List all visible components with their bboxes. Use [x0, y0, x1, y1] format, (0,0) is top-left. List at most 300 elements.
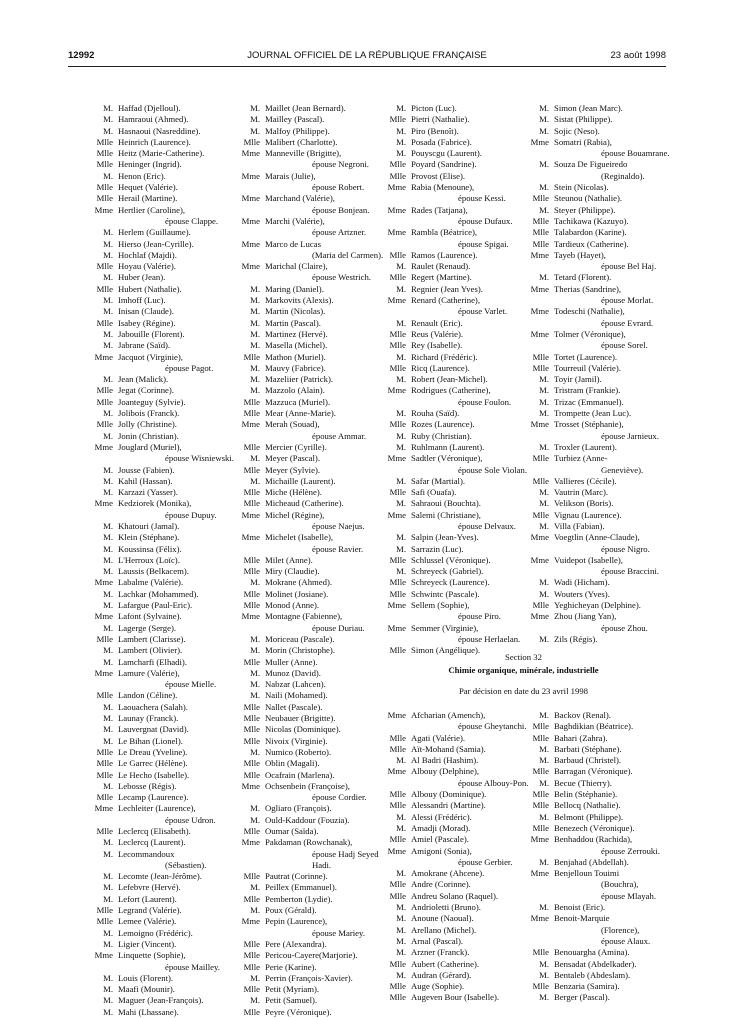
name-entry [524, 846, 660, 857]
civility: Mlle [243, 136, 260, 147]
civility: Mlle [389, 159, 406, 170]
person-name: Benzaria (Samira). [554, 981, 620, 992]
civility: Mme [387, 600, 406, 611]
civility: Mme [241, 215, 260, 226]
name-entry [381, 936, 528, 947]
civility: Mlle [532, 238, 549, 249]
person-name: Bahari (Zahra). [554, 732, 608, 743]
name-entry [235, 385, 375, 396]
person-name: Petit (Myriam). [265, 984, 320, 995]
civility: M. [103, 114, 113, 125]
name-entry [524, 913, 660, 924]
name-entry [524, 778, 660, 789]
person-name: Maguer (Jean-François). [118, 995, 204, 1006]
person-name: Barbati (Stéphane). [554, 743, 622, 754]
civility: Mlle [96, 746, 113, 757]
civility: Mlle [96, 148, 113, 159]
person-name: Pemberton (Lydie). [265, 893, 333, 904]
person-name: épouse Negroni. [312, 159, 369, 170]
name-entry [88, 216, 238, 227]
name-entry [88, 1007, 238, 1018]
name-entry [88, 634, 238, 645]
person-name: Numico (Roberto). [265, 746, 332, 757]
person-name: Lamure (Valérie), [118, 667, 180, 678]
name-entry [381, 925, 528, 936]
person-name: épouse Nigro. [601, 543, 650, 554]
civility: M. [103, 600, 113, 611]
person-name: Augeven Bour (Isabelle). [411, 992, 500, 1003]
name-entry [88, 928, 238, 939]
person-name: Steyer (Philippe). [554, 204, 616, 215]
person-name: Louis (Florent). [118, 972, 174, 983]
name-entry [381, 340, 521, 351]
name-entry [88, 453, 238, 464]
person-name: épouse Jarnieux. [601, 430, 659, 441]
person-name: Jean (Malick). [118, 374, 169, 385]
name-entry [235, 137, 375, 148]
name-entry [235, 916, 375, 927]
column-3 [381, 103, 528, 657]
civility: Mlle [96, 283, 113, 294]
person-name: Schreyeck (Gabriel). [411, 566, 484, 577]
civility: M. [250, 306, 260, 317]
civility: M. [396, 969, 406, 980]
name-entry [524, 498, 674, 509]
name-entry [88, 668, 238, 679]
civility: Mme [241, 170, 260, 181]
civility: M. [396, 136, 406, 147]
name-entry [235, 532, 375, 543]
person-name: épouse Mariey. [312, 927, 365, 938]
name-entry [88, 148, 238, 159]
civility: Mlle [532, 822, 549, 833]
civility: M. [250, 374, 260, 385]
name-entry [88, 803, 238, 814]
journal-title: JOURNAL OFFICIEL DE LA RÉPUBLIQUE FRANÇAISE [247, 50, 487, 61]
name-entry [381, 913, 528, 924]
civility: M. [103, 848, 113, 859]
name-entry [88, 724, 238, 735]
person-name: Vallieres (Cécile). [554, 475, 617, 486]
civility: M. [539, 374, 549, 385]
name-entry [381, 476, 521, 487]
civility: M. [539, 103, 549, 113]
civility: Mme [94, 351, 113, 362]
civility: Mlle [243, 600, 260, 611]
person-name: épouse Delvaux. [458, 520, 516, 531]
civility: Mme [387, 622, 406, 633]
person-name: Benjahad (Abdellah). [554, 856, 629, 867]
person-name: Lamcharfi (Elhadi). [118, 656, 187, 667]
person-name: Jabouille (Florent). [118, 328, 185, 339]
civility: M. [396, 811, 406, 822]
person-name: Simon (Jean Marc). [554, 103, 623, 113]
person-name: Heninger (Ingrid). [118, 159, 182, 170]
name-entry [88, 306, 238, 317]
name-entry [235, 871, 375, 882]
civility: M. [539, 777, 549, 788]
person-name: Berger (Pascal). [554, 992, 610, 1003]
civility: Mlle [96, 826, 113, 836]
person-name: Inisan (Claude). [118, 306, 174, 317]
person-name: Pepin (Laurence), [265, 916, 328, 927]
name-entry [524, 329, 674, 340]
name-entry [381, 352, 521, 363]
civility: Mme [241, 148, 260, 159]
civility: M. [103, 103, 113, 113]
name-entry [88, 182, 238, 193]
civility: M. [250, 882, 260, 893]
civility: M. [250, 125, 260, 136]
civility: M. [539, 272, 549, 283]
name-entry [235, 973, 375, 984]
name-entry [88, 250, 238, 261]
person-name: Khatouri (Jamal). [118, 520, 180, 531]
name-entry [524, 834, 660, 845]
person-name: Mazzuca (Muriel). [265, 396, 331, 407]
civility: Mme [530, 136, 549, 147]
civility: Mme [530, 306, 549, 317]
name-entry [235, 126, 375, 137]
civility: Mlle [532, 981, 549, 992]
person-name: Nivoix (Virginie). [265, 735, 328, 746]
person-name: Petit (Samuel). [265, 995, 318, 1006]
person-name: Launay (Franck). [118, 713, 179, 724]
name-entry [88, 442, 238, 453]
name-entry [524, 295, 674, 306]
name-entry [235, 510, 375, 521]
civility: Mlle [243, 893, 260, 904]
civility: M. [539, 487, 549, 498]
civility: M. [250, 577, 260, 588]
name-entry [235, 329, 375, 340]
name-entry [381, 205, 521, 216]
person-name: épouse Dupuy. [165, 509, 217, 520]
civility: Mlle [532, 453, 549, 464]
person-name: Benjelloun Touimi [554, 868, 620, 879]
person-name: Piro (Benoît). [411, 125, 459, 136]
name-entry [88, 781, 238, 792]
name-entry [524, 272, 674, 283]
name-entry [235, 431, 375, 442]
name-entry [88, 566, 238, 577]
civility: Mlle [96, 758, 113, 769]
person-name: Belin (Stéphanie). [554, 789, 618, 800]
name-entry [381, 453, 521, 464]
civility: Mlle [243, 735, 260, 746]
name-entry [524, 544, 674, 555]
name-entry [381, 812, 528, 823]
civility: M. [539, 498, 549, 509]
person-name: épouse Cordier. [312, 792, 367, 803]
name-entry [235, 679, 375, 690]
civility: Mlle [243, 487, 260, 498]
person-name: Mercier (Cyrille). [265, 441, 327, 452]
civility: Mlle [389, 789, 406, 800]
civility: Mlle [389, 577, 406, 588]
column-2 [235, 103, 384, 1018]
person-name: épouse Ammar. [312, 430, 367, 441]
civility: Mlle [243, 826, 260, 836]
civility: Mme [241, 916, 260, 927]
civility: M. [396, 924, 406, 935]
person-name: épouse Bel Haj. [601, 261, 657, 272]
civility: Mlle [243, 408, 260, 419]
person-name: Sistat (Philippe). [554, 114, 613, 125]
person-name: Ligier (Vincent). [118, 938, 177, 949]
name-entry [88, 611, 238, 622]
civility: Mme [530, 913, 549, 924]
person-name: Yeghicheyan (Delphine). [554, 600, 641, 611]
name-entry [88, 408, 238, 419]
name-entry [381, 261, 521, 272]
name-entry [381, 868, 528, 879]
name-entry [381, 823, 528, 834]
name-entry [235, 521, 375, 532]
person-name: Malibert (Charlotte). [265, 136, 338, 147]
name-entry [524, 812, 660, 823]
person-name: Le Garrec (Hélène). [118, 758, 188, 769]
civility: Mlle [243, 724, 260, 735]
name-entry [524, 868, 660, 879]
name-entry [381, 891, 528, 902]
person-name: Renault (Eric). [411, 317, 463, 328]
person-name: Mazeliier (Patrick). [265, 374, 334, 385]
civility: Mlle [532, 721, 549, 732]
name-entry [524, 431, 674, 442]
name-entry [381, 959, 528, 970]
person-name: Mazzolo (Alain). [265, 385, 325, 396]
name-entry [235, 894, 375, 905]
civility: Mme [530, 249, 549, 260]
name-entry [524, 419, 674, 430]
person-name: Vautrin (Marc). [554, 487, 609, 498]
civility: M. [539, 811, 549, 822]
person-name: Ricq (Laurence). [411, 362, 470, 373]
person-name: Muller (Anne). [265, 656, 318, 667]
name-entry [524, 766, 660, 777]
name-entry [381, 216, 521, 227]
name-entry [381, 397, 521, 408]
civility: Mlle [243, 938, 260, 949]
name-entry [524, 318, 674, 329]
civility: M. [103, 408, 113, 419]
name-entry [88, 849, 238, 860]
civility: M. [250, 453, 260, 464]
civility: M. [103, 464, 113, 475]
name-entry [381, 755, 528, 766]
person-name: Trosset (Stéphanie), [554, 419, 624, 430]
civility: M. [396, 902, 406, 913]
civility: M. [396, 261, 406, 272]
name-entry [524, 352, 674, 363]
civility: Mlle [243, 588, 260, 599]
person-name: Talabardon (Karine). [554, 227, 627, 238]
name-entry [524, 250, 674, 261]
name-entry [235, 803, 375, 814]
name-entry [235, 340, 375, 351]
civility: Mlle [532, 351, 549, 362]
person-name: (Florence), [601, 924, 640, 935]
name-entry [381, 284, 521, 295]
name-entry [88, 747, 238, 758]
civility: M. [396, 947, 406, 958]
name-entry [88, 227, 238, 238]
civility: M. [250, 633, 260, 644]
person-name: Salpin (Jean-Yves). [411, 532, 479, 543]
person-name: Masella (Michel). [265, 340, 328, 351]
civility: M. [396, 125, 406, 136]
name-entry [88, 419, 238, 430]
person-name: Schreyeck (Laurence). [411, 577, 490, 588]
name-entry [381, 789, 528, 800]
civility: Mme [387, 845, 406, 856]
civility: Mme [530, 283, 549, 294]
name-entry [381, 566, 521, 577]
name-entry [235, 611, 375, 622]
civility: M. [539, 408, 549, 419]
civility: M. [539, 633, 549, 644]
person-name: Jabrane (Saïd). [118, 340, 171, 351]
name-entry [235, 216, 375, 227]
person-name: Raulet (Renaud). [411, 261, 471, 272]
name-entry [235, 103, 375, 114]
civility: Mlle [243, 464, 260, 475]
person-name: Todeschi (Nathalie), [554, 306, 625, 317]
person-name: Mahi (Lhassane). [118, 1006, 179, 1017]
person-name: Jonin (Christian). [118, 430, 179, 441]
person-name: épouse Sole Violan. [458, 464, 528, 475]
name-entry [88, 758, 238, 769]
name-entry [524, 532, 674, 543]
name-entry [88, 690, 238, 701]
person-name: Reus (Valérie). [411, 328, 464, 339]
name-entry [524, 363, 674, 374]
civility: Mlle [243, 554, 260, 565]
name-entry [524, 159, 674, 170]
page-number: 12992 [68, 50, 95, 61]
person-name: Turbiez (Anne- [554, 453, 608, 464]
name-entry [235, 826, 375, 837]
civility: Mlle [243, 984, 260, 995]
name-entry [235, 623, 375, 634]
person-name: Michel (Régine), [265, 509, 325, 520]
civility: Mlle [389, 328, 406, 339]
name-entry [524, 306, 674, 317]
civility: M. [103, 735, 113, 746]
person-name: épouse Clappe. [165, 215, 219, 226]
person-name: Steunou (Nathalie). [554, 193, 623, 204]
civility: Mlle [389, 958, 406, 969]
person-name: Tachikawa (Kazuyo). [554, 215, 629, 226]
name-entry [381, 510, 521, 521]
person-name: épouse Mailley. [165, 961, 220, 972]
name-entry [88, 882, 238, 893]
civility: M. [396, 441, 406, 452]
civility: Mme [94, 204, 113, 215]
person-name: Aït-Mohand (Samia). [411, 743, 486, 754]
name-entry [235, 397, 375, 408]
name-entry [88, 272, 238, 283]
person-name: épouse Morlat. [601, 295, 654, 306]
person-name: Arellano (Michel). [411, 924, 477, 935]
person-name: L'Herroux (Loïc). [118, 554, 180, 565]
name-entry [88, 363, 238, 374]
person-name: Ocafrain (Marlena). [265, 769, 335, 780]
civility: M. [539, 159, 549, 170]
name-entry [524, 710, 660, 721]
civility: M. [250, 362, 260, 373]
person-name: Perie (Karine). [265, 961, 317, 972]
name-entry [88, 815, 238, 826]
name-entry [88, 826, 238, 837]
civility: Mlle [96, 182, 113, 193]
name-entry [524, 182, 674, 193]
name-entry [88, 555, 238, 566]
person-name: Benoist (Eric). [554, 902, 606, 913]
person-name: Zils (Régis). [554, 633, 598, 644]
name-entry [381, 744, 528, 755]
civility: M. [539, 902, 549, 913]
person-name: (Sébastien). [165, 859, 207, 870]
civility: Mlle [96, 317, 113, 328]
civility: Mlle [532, 947, 549, 958]
civility: Mme [530, 328, 549, 339]
person-name: Kahil (Hassan). [118, 475, 173, 486]
person-name: Marais (Julie), [265, 170, 316, 181]
civility: Mlle [389, 419, 406, 430]
name-entry [88, 939, 238, 950]
name-entry [524, 721, 660, 732]
name-entry [524, 970, 660, 981]
person-name: Haffad (Djelloul). [118, 103, 181, 113]
person-name: Marchi (Valérie), [265, 215, 325, 226]
name-entry [381, 589, 521, 600]
name-entry [235, 792, 375, 803]
person-name: Manneville (Brigitte), [265, 148, 342, 159]
person-name: Legrand (Valérie). [118, 905, 182, 916]
person-name: Hasnaoui (Nasreddine). [118, 125, 201, 136]
civility: Mme [387, 710, 406, 720]
civility: Mlle [389, 362, 406, 373]
civility: M. [396, 374, 406, 385]
name-entry [88, 770, 238, 781]
person-name: Trompette (Jean Luc). [554, 408, 632, 419]
section-decision: Par décision en date du 23 avril 1998 [458, 686, 589, 696]
name-entry [235, 1007, 375, 1018]
name-entry [88, 352, 238, 363]
civility: Mme [387, 227, 406, 238]
civility: Mlle [389, 732, 406, 743]
civility: Mlle [96, 792, 113, 803]
person-name: Alessandri (Martine). [411, 800, 486, 811]
civility: Mlle [532, 789, 549, 800]
name-entry [524, 171, 674, 182]
civility: M. [396, 283, 406, 294]
name-entry [88, 837, 238, 848]
person-name: Isabey (Régine). [118, 317, 176, 328]
person-name: Pakdaman (Rowchanak), [265, 837, 353, 848]
name-entry [235, 476, 375, 487]
name-entry [235, 182, 375, 193]
name-entry [88, 916, 238, 927]
person-name: Merah (Souad), [265, 419, 320, 430]
name-entry [524, 959, 660, 970]
person-name: Lemoigno (Frédéric). [118, 927, 193, 938]
name-entry [88, 713, 238, 724]
civility: M. [250, 905, 260, 916]
name-entry [381, 721, 528, 732]
